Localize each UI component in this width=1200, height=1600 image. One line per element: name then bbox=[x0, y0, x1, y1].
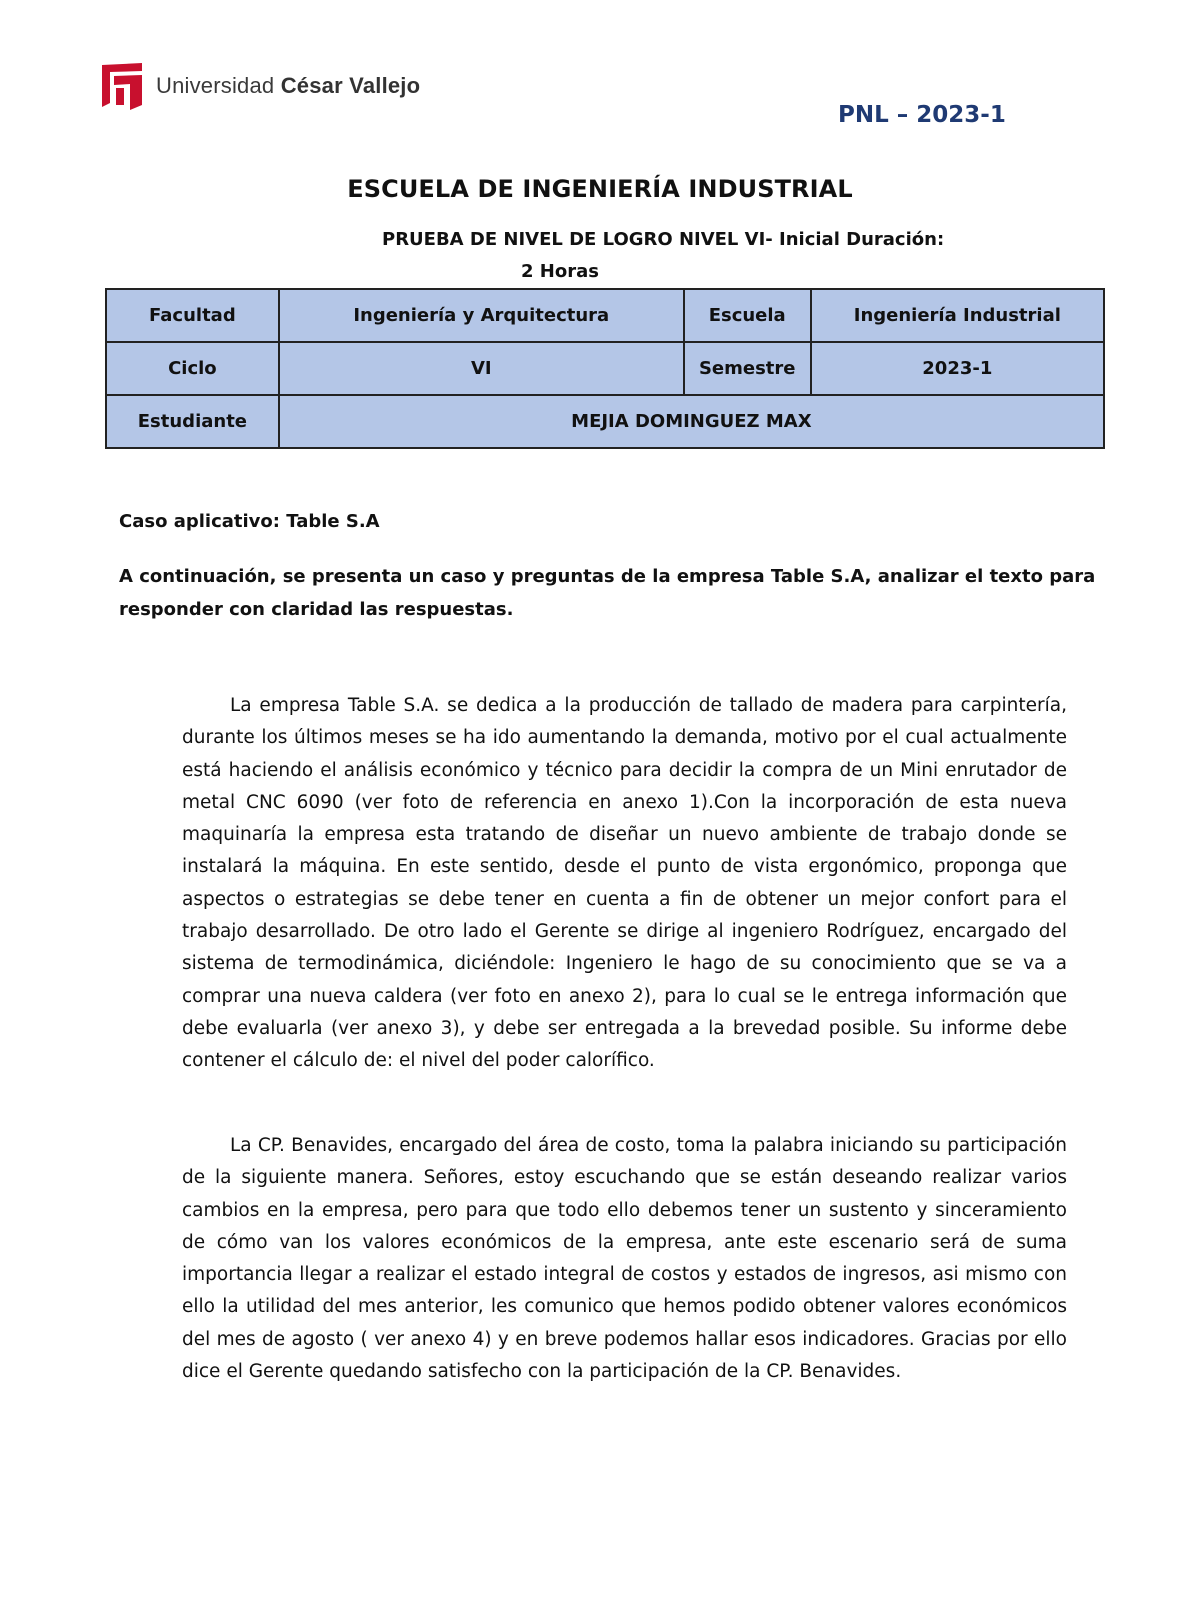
exam-title: PRUEBA DE NIVEL DE LOGRO NIVEL VI- Inicial Duración: bbox=[382, 229, 945, 250]
exam-code: PNL – 2023-1 bbox=[838, 102, 1006, 128]
case-intro: A continuación, se presenta un caso y preguntas de la empresa Table S.A, analizar el texto para responder con claridad las respuestas. bbox=[119, 566, 1096, 620]
case-paragraph: La CP. Benavides, encargado del área de costo, toma la palabra iniciando su participación de la siguiente manera. Señores, estoy escuchando que se están deseando realizar varios cambios en la empresa, pero para que todo ello debemos tener un sustento y sinceramiento de cómo van los valores económicos de la empresa, ante este escenario será de suma importancia llegar a realizar el estado integral de costos y estados de ingresos, asi mismo con ello la utilidad del mes anterior, les comunico que hemos podido obtener valores económicos del mes de agosto ( ver anexo 4) y en breve podemos hallar esos indicadores. Gracias por ello dice el Gerente quedando satisfecho con la participación de la CP. Benavides. bbox=[182, 1135, 1067, 1383]
table-row bbox=[106, 342, 1104, 395]
semester-label: Semestre bbox=[684, 342, 811, 395]
university-name bbox=[156, 73, 420, 99]
exam-duration: 2 Horas bbox=[521, 261, 599, 282]
faculty-value: Ingeniería y Arquitectura bbox=[279, 289, 684, 342]
university-name-bold: César Vallejo bbox=[280, 73, 421, 98]
case-heading: Caso aplicativo: Table S.A bbox=[119, 511, 380, 532]
info-table bbox=[105, 288, 1105, 449]
university-logo bbox=[100, 60, 420, 112]
cycle-value: VI bbox=[279, 342, 684, 395]
university-shield-icon bbox=[100, 61, 144, 111]
university-name-regular: Universidad bbox=[156, 73, 281, 98]
table-row bbox=[106, 289, 1104, 342]
cycle-label: Ciclo bbox=[106, 342, 279, 395]
table-row bbox=[106, 395, 1104, 448]
semester-value: 2023-1 bbox=[811, 342, 1104, 395]
case-paragraph: La empresa Table S.A. se dedica a la producción de tallado de madera para carpintería, durante los últimos meses se ha ido aumentando la demanda, motivo por el cual actualmente está haciendo el análisis económico y técnico para decidir la compra de un Mini enrutador de metal CNC 6090 (ver foto de referencia en anexo 1).Con la incorporación de esta nueva maquinaría la empresa esta tratando de diseñar un nuevo ambiente de trabajo donde se instalará la máquina. En este sentido, desde el punto de vista ergonómico, proponga que aspectos o estrategias se debe tener en cuenta a fin de obtener un mejor confort para el trabajo desarrollado. De otro lado el Gerente se dirige al ingeniero Rodríguez, encargado del sistema de termodinámica, diciéndole: Ingeniero le hago de su conocimiento que se va a comprar una nueva caldera (ver foto en anexo 2), para lo cual se le entrega información que debe evaluarla (ver anexo 3), y debe ser entregada a la brevedad posible. Su informe debe contener el cálculo de: el nivel del poder calorífico. bbox=[182, 695, 1067, 1072]
school-title: ESCUELA DE INGENIERÍA INDUSTRIAL bbox=[347, 175, 853, 203]
school-value: Ingeniería Industrial bbox=[811, 289, 1104, 342]
student-label: Estudiante bbox=[106, 395, 279, 448]
school-label: Escuela bbox=[684, 289, 811, 342]
faculty-label: Facultad bbox=[106, 289, 279, 342]
student-name: MEJIA DOMINGUEZ MAX bbox=[279, 395, 1104, 448]
